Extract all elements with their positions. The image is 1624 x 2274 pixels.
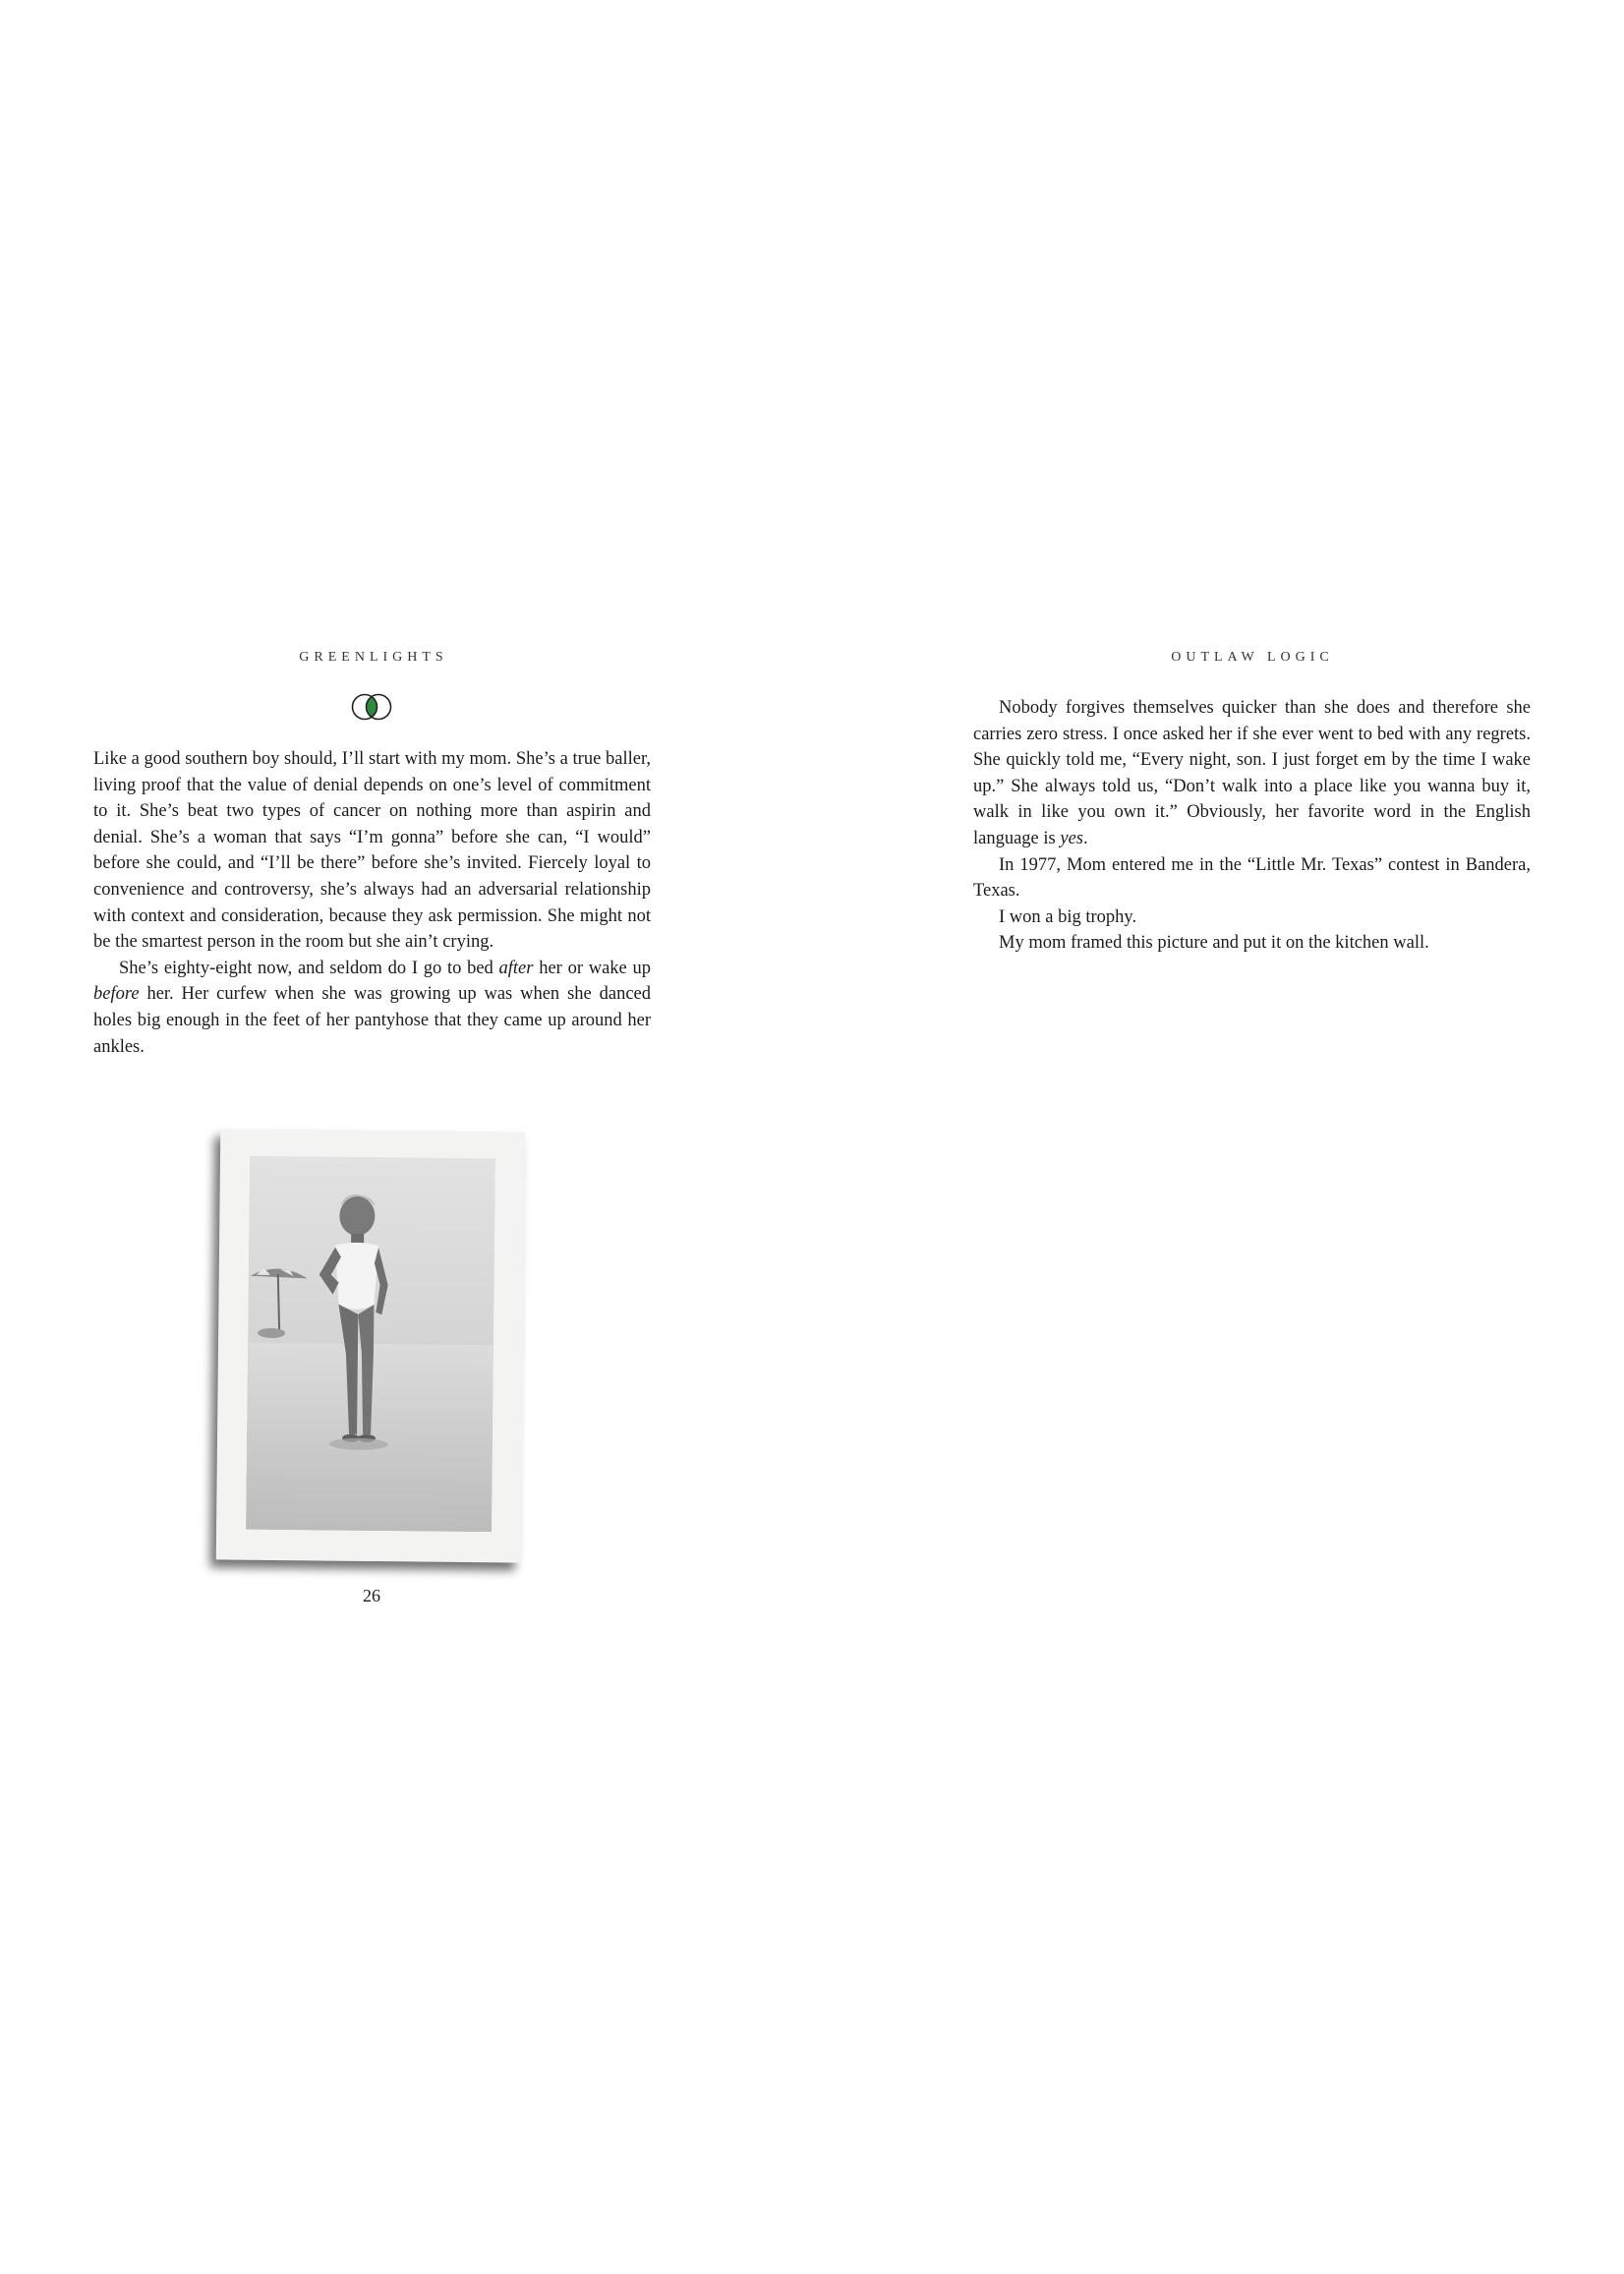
body-text <box>93 746 651 1060</box>
body-text <box>973 695 1531 957</box>
paragraph: Like a good southern boy should, I’ll start with my mom. She’s a true baller, living proof that the value of denial depends on one’s level of commitment to it. She’s beat two types of cancer on nothing more than aspirin and denial. She’s a woman that says “I’m gonna” before she can, “I would” before she could, and “I’ll be there” before she’s invited. Fiercely loyal to convenience and controversy, she’s always had an adversarial relationship with context and consideration, because they ask permission. She might not be the smartest person in the room but she ain’t crying. <box>93 749 651 953</box>
girl-on-beach-image <box>246 1156 495 1533</box>
running-head: GREENLIGHTS <box>299 650 448 665</box>
paragraph: Nobody forgives themselves quicker than she does and therefore she carries zero stress. I once asked her if she ever went to bed with any regrets. She quickly told me, “Every night, son. I just forget em by the time I wake up.” She always told us, “Don’t walk into a place like you wanna buy it, walk in like you own it.” Obviously, her favorite word in the English language is yes. <box>973 698 1531 848</box>
beach-girl-photo <box>216 1129 526 1562</box>
page-number: 26 <box>363 1586 380 1605</box>
paragraph: I won a big trophy. <box>999 906 1137 927</box>
right-page <box>812 0 1624 2274</box>
paragraph: In 1977, Mom entered me in the “Little Mr. Texas” contest in Bandera, Texas. <box>973 854 1531 902</box>
paragraph: My mom framed this picture and put it on the kitchen wall. <box>999 933 1429 954</box>
paragraph: She’s eighty-eight now, and seldom do I go to bed after her or wake up before her. Her curfew when she was growing up was when she danced holes big enough in the feet of her pantyhose that they came up around her ankles. <box>93 958 651 1057</box>
running-head: OUTLAW LOGIC <box>1171 650 1334 665</box>
photo-image <box>246 1156 495 1533</box>
two-interlocking-circles-icon <box>346 691 397 723</box>
